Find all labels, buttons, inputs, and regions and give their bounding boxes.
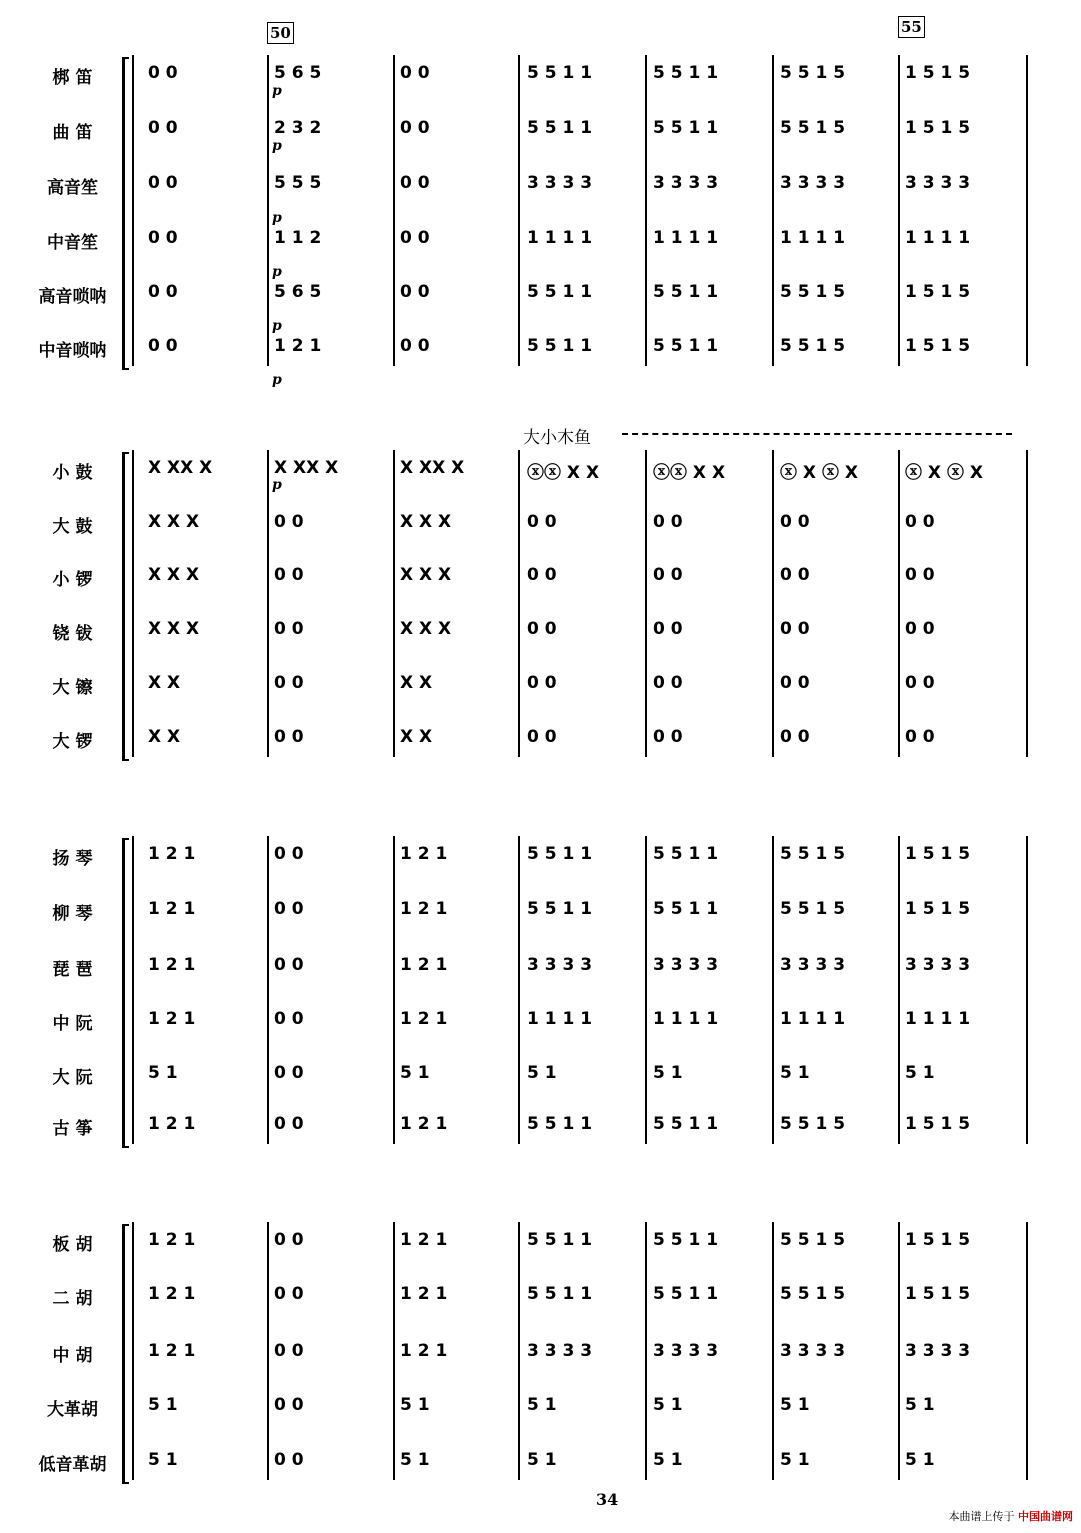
instrument-name: 中音笙	[47, 233, 98, 253]
measure-notes: 1 2 1	[400, 955, 448, 975]
measure-notes: 5 5 1 5	[780, 1284, 846, 1304]
measure-notes: 5 5 1 5	[780, 336, 846, 356]
measure-notes: 0 0	[905, 619, 935, 639]
measure-notes: 0 0	[653, 727, 683, 747]
rehearsal-mark-55: 55	[898, 16, 925, 38]
measure-notes: 1 1 1 1	[905, 1009, 971, 1029]
measure-notes: 5 5 1 1	[653, 118, 719, 138]
dynamic-mark-p: p	[272, 372, 282, 388]
measure-notes: 5 5 1 5	[780, 1114, 846, 1134]
measure-notes: 5 1	[653, 1395, 683, 1415]
barline	[393, 836, 395, 1144]
instrument-name: 二 胡	[52, 1289, 93, 1309]
measure-notes: 5 5 1 1	[653, 1284, 719, 1304]
measure-notes: 1 2 1	[148, 899, 196, 919]
measure-notes: 5 5 1 1	[527, 118, 593, 138]
barline	[393, 450, 395, 757]
measure-notes: 5 5 1 5	[780, 844, 846, 864]
measure-notes: 0 0	[400, 336, 430, 356]
measure-notes: 0 0	[780, 512, 810, 532]
measure-notes: 5 5 1 1	[527, 282, 593, 302]
measure-notes: 5 5 1 1	[653, 844, 719, 864]
measure-notes: 3 3 3 3	[653, 1341, 719, 1361]
measure-notes: 1 2 1	[400, 1009, 448, 1029]
measure-notes: 3 3 3 3	[780, 955, 846, 975]
instrument-name: 大革胡	[47, 1400, 98, 1420]
measure-notes: X XX X	[400, 458, 465, 478]
measure-notes: 1 1 1 1	[653, 1009, 719, 1029]
measure-notes: 0 0	[400, 173, 430, 193]
measure-notes: 0 0	[274, 955, 304, 975]
instrument-name: 大 镲	[52, 678, 93, 698]
instrument-name: 中音唢呐	[38, 341, 107, 361]
measure-notes: 0 0	[400, 228, 430, 248]
measure-notes: 5 1	[527, 1395, 557, 1415]
dynamic-mark-p: p	[272, 318, 282, 334]
measure-notes: ⓧⓧ X X	[527, 463, 600, 483]
barline	[1026, 1222, 1028, 1480]
system-brace	[122, 838, 129, 1148]
measure-notes: 5 1	[148, 1395, 178, 1415]
measure-notes: 5 1	[527, 1450, 557, 1470]
measure-notes: 1 2 1	[400, 844, 448, 864]
measure-notes: 5 1	[780, 1395, 810, 1415]
measure-notes: 0 0	[274, 1395, 304, 1415]
measure-notes: 5 5 1 1	[527, 1284, 593, 1304]
barline	[898, 55, 900, 366]
measure-notes: X X	[148, 673, 181, 693]
system-brace	[122, 57, 129, 370]
measure-notes: 5 5 1 5	[780, 1230, 846, 1250]
measure-notes: X X X	[148, 512, 200, 532]
barline	[645, 450, 647, 757]
measure-notes: X X	[400, 673, 433, 693]
percussion-cue-dashline	[622, 433, 1012, 435]
barline	[518, 55, 520, 366]
measure-notes: 1 5 1 5	[905, 63, 971, 83]
measure-notes: 1 2 1	[400, 1114, 448, 1134]
measure-notes: 5 1	[400, 1395, 430, 1415]
measure-notes: 5 5 1 1	[527, 1114, 593, 1134]
instrument-name: 琵 琶	[52, 960, 93, 980]
footer-site-logo: 中国曲谱网	[1018, 1510, 1073, 1523]
instrument-name: 中 胡	[52, 1346, 93, 1366]
measure-notes: 5 1	[400, 1450, 430, 1470]
barline	[518, 450, 520, 757]
measure-notes: X X X	[400, 619, 452, 639]
measure-notes: 0 0	[148, 173, 178, 193]
instrument-name: 扬 琴	[52, 849, 93, 869]
measure-notes: 0 0	[274, 1341, 304, 1361]
measure-notes: 0 0	[148, 63, 178, 83]
barline	[132, 1222, 134, 1480]
measure-notes: ⓧⓧ X X	[653, 463, 726, 483]
measure-notes: 0 0	[274, 1284, 304, 1304]
measure-notes: 5 5 1 1	[527, 844, 593, 864]
measure-notes: 5 1	[653, 1063, 683, 1083]
measure-notes: 5 5 1 5	[780, 899, 846, 919]
instrument-name: 中 阮	[52, 1014, 93, 1034]
measure-notes: 5 5 1 1	[653, 1230, 719, 1250]
barline	[898, 836, 900, 1144]
measure-notes: 5 5 5	[274, 173, 322, 193]
measure-notes: 5 5 1 1	[527, 1230, 593, 1250]
measure-notes: 0 0	[274, 1114, 304, 1134]
measure-notes: 1 5 1 5	[905, 336, 971, 356]
system-brace	[122, 1224, 129, 1484]
barline	[645, 1222, 647, 1480]
measure-notes: 5 5 1 1	[653, 336, 719, 356]
instrument-name: 板 胡	[52, 1235, 93, 1255]
barline	[772, 450, 774, 757]
instrument-name: 高音笙	[47, 178, 98, 198]
measure-notes: 0 0	[148, 118, 178, 138]
measure-notes: 5 5 1 1	[527, 899, 593, 919]
instrument-name: 大 锣	[52, 732, 93, 752]
barline	[898, 450, 900, 757]
measure-notes: 5 1	[527, 1063, 557, 1083]
measure-notes: 0 0	[148, 336, 178, 356]
dynamic-mark-p: p	[272, 138, 282, 154]
measure-notes: 1 2 1	[274, 336, 322, 356]
measure-notes: 1 2 1	[400, 899, 448, 919]
measure-notes: 1 2 1	[400, 1284, 448, 1304]
dynamic-mark-p: p	[272, 477, 282, 493]
measure-notes: 5 1	[780, 1450, 810, 1470]
measure-notes: 0 0	[400, 118, 430, 138]
measure-notes: 1 1 1 1	[653, 228, 719, 248]
measure-notes: 0 0	[653, 512, 683, 532]
measure-notes: X X	[148, 727, 181, 747]
measure-notes: 5 5 1 5	[780, 282, 846, 302]
measure-notes: 0 0	[400, 282, 430, 302]
barline	[518, 1222, 520, 1480]
measure-notes: 3 3 3 3	[527, 1341, 593, 1361]
measure-notes: X X	[400, 727, 433, 747]
measure-notes: 5 5 1 1	[653, 63, 719, 83]
measure-notes: 1 2 1	[148, 1284, 196, 1304]
instrument-name: 低音革胡	[38, 1455, 107, 1475]
measure-notes: 3 3 3 3	[780, 1341, 846, 1361]
measure-notes: 1 5 1 5	[905, 844, 971, 864]
measure-notes: 0 0	[905, 673, 935, 693]
measure-notes: 0 0	[274, 899, 304, 919]
measure-notes: 1 5 1 5	[905, 1284, 971, 1304]
measure-notes: 0 0	[274, 1063, 304, 1083]
dynamic-mark-p: p	[272, 83, 282, 99]
percussion-cue-label: 大小木鱼	[523, 428, 591, 448]
measure-notes: 3 3 3 3	[653, 173, 719, 193]
measure-notes: 0 0	[653, 565, 683, 585]
barline	[898, 1222, 900, 1480]
measure-notes: 0 0	[527, 512, 557, 532]
measure-notes: 3 3 3 3	[527, 955, 593, 975]
barline	[645, 836, 647, 1144]
measure-notes: 0 0	[274, 619, 304, 639]
measure-notes: X X X	[148, 565, 200, 585]
barline	[772, 836, 774, 1144]
measure-notes: 1 1 1 1	[780, 1009, 846, 1029]
measure-notes: 0 0	[653, 619, 683, 639]
barline	[1026, 55, 1028, 366]
system-brace	[122, 452, 129, 761]
measure-notes: 1 5 1 5	[905, 282, 971, 302]
measure-notes: 5 5 1 1	[653, 899, 719, 919]
barline	[132, 450, 134, 757]
instrument-name: 铙 钹	[52, 624, 93, 644]
measure-notes: 1 5 1 5	[905, 1230, 971, 1250]
measure-notes: 0 0	[274, 673, 304, 693]
measure-notes: 0 0	[527, 727, 557, 747]
measure-notes: 0 0	[274, 1450, 304, 1470]
measure-notes: 1 2 1	[400, 1341, 448, 1361]
measure-notes: 5 1	[905, 1063, 935, 1083]
instrument-name: 梆 笛	[52, 68, 93, 88]
barline	[393, 55, 395, 366]
measure-notes: 0 0	[400, 63, 430, 83]
measure-notes: 0 0	[274, 565, 304, 585]
measure-notes: 0 0	[780, 619, 810, 639]
measure-notes: 1 5 1 5	[905, 899, 971, 919]
instrument-name: 柳 琴	[52, 904, 93, 924]
measure-notes: 5 1	[905, 1395, 935, 1415]
barline	[772, 55, 774, 366]
measure-notes: 2 3 2	[274, 118, 322, 138]
measure-notes: 3 3 3 3	[653, 955, 719, 975]
instrument-name: 大 鼓	[52, 517, 93, 537]
measure-notes: 0 0	[274, 844, 304, 864]
instrument-name: 高音唢呐	[38, 287, 107, 307]
footer-credit	[949, 1508, 1074, 1524]
measure-notes: ⓧ X ⓧ X	[780, 463, 858, 483]
measure-notes: 1 1 1 1	[527, 228, 593, 248]
barline	[267, 836, 269, 1144]
measure-notes: 5 5 1 5	[780, 63, 846, 83]
measure-notes: X X X	[400, 512, 452, 532]
measure-notes: 5 1	[653, 1450, 683, 1470]
page-number: 34	[596, 1490, 619, 1509]
barline	[518, 836, 520, 1144]
measure-notes: 5 5 1 1	[653, 282, 719, 302]
measure-notes: 3 3 3 3	[905, 1341, 971, 1361]
measure-notes: X X X	[148, 619, 200, 639]
measure-notes: 5 5 1 1	[527, 336, 593, 356]
measure-notes: 1 1 1 1	[780, 228, 846, 248]
measure-notes: 0 0	[527, 565, 557, 585]
measure-notes: 0 0	[274, 512, 304, 532]
measure-notes: 5 5 1 5	[780, 118, 846, 138]
measure-notes: 3 3 3 3	[905, 955, 971, 975]
measure-notes: 5 1	[400, 1063, 430, 1083]
measure-notes: X XX X	[148, 458, 213, 478]
barline	[645, 55, 647, 366]
dynamic-mark-p: p	[272, 210, 282, 226]
barline	[1026, 836, 1028, 1144]
dynamic-mark-p: p	[272, 264, 282, 280]
measure-notes: X X X	[400, 565, 452, 585]
measure-notes: 3 3 3 3	[780, 173, 846, 193]
measure-notes: 0 0	[780, 565, 810, 585]
measure-notes: 1 2 1	[400, 1230, 448, 1250]
measure-notes: 5 5 1 1	[527, 63, 593, 83]
barline	[267, 55, 269, 366]
measure-notes: 0 0	[148, 282, 178, 302]
barline	[772, 1222, 774, 1480]
measure-notes: 1 2 1	[148, 1341, 196, 1361]
measure-notes: 0 0	[148, 228, 178, 248]
measure-notes: 5 1	[148, 1063, 178, 1083]
measure-notes: 3 3 3 3	[905, 173, 971, 193]
measure-notes: 1 2 1	[148, 955, 196, 975]
measure-notes: 1 2 1	[148, 1230, 196, 1250]
measure-notes: 0 0	[527, 673, 557, 693]
instrument-name: 古 筝	[52, 1119, 93, 1139]
instrument-name: 大 阮	[52, 1068, 93, 1088]
instrument-name: 曲 笛	[52, 123, 93, 143]
measure-notes: 5 6 5	[274, 282, 322, 302]
measure-notes: 1 2 1	[148, 844, 196, 864]
barline	[267, 1222, 269, 1480]
measure-notes: 1 1 1 1	[527, 1009, 593, 1029]
measure-notes: 5 5 1 1	[653, 1114, 719, 1134]
measure-notes: 0 0	[780, 727, 810, 747]
measure-notes: 0 0	[905, 512, 935, 532]
measure-notes: 1 2 1	[148, 1009, 196, 1029]
instrument-name: 小 锣	[52, 570, 93, 590]
measure-notes: 0 0	[274, 727, 304, 747]
measure-notes: 0 0	[653, 673, 683, 693]
measure-notes: 1 5 1 5	[905, 118, 971, 138]
measure-notes: 0 0	[274, 1009, 304, 1029]
barline	[393, 1222, 395, 1480]
measure-notes: 5 1	[905, 1450, 935, 1470]
measure-notes: X XX X	[274, 458, 339, 478]
barline	[267, 450, 269, 757]
measure-notes: 1 2 1	[148, 1114, 196, 1134]
measure-notes: 5 1	[780, 1063, 810, 1083]
measure-notes: 1 1 2	[274, 228, 322, 248]
measure-notes: 1 5 1 5	[905, 1114, 971, 1134]
barline	[1026, 450, 1028, 757]
measure-notes: ⓧ X ⓧ X	[905, 463, 983, 483]
measure-notes: 1 1 1 1	[905, 228, 971, 248]
measure-notes: 0 0	[527, 619, 557, 639]
measure-notes: 5 1	[148, 1450, 178, 1470]
barline	[132, 836, 134, 1144]
rehearsal-mark-50: 50	[267, 22, 294, 44]
footer-prefix: 本曲谱上传于	[948, 1510, 1015, 1523]
instrument-name: 小 鼓	[52, 463, 93, 483]
measure-notes: 0 0	[905, 727, 935, 747]
measure-notes: 5 6 5	[274, 63, 322, 83]
measure-notes: 0 0	[274, 1230, 304, 1250]
barline	[132, 55, 134, 366]
measure-notes: 0 0	[780, 673, 810, 693]
measure-notes: 0 0	[905, 565, 935, 585]
measure-notes: 3 3 3 3	[527, 173, 593, 193]
